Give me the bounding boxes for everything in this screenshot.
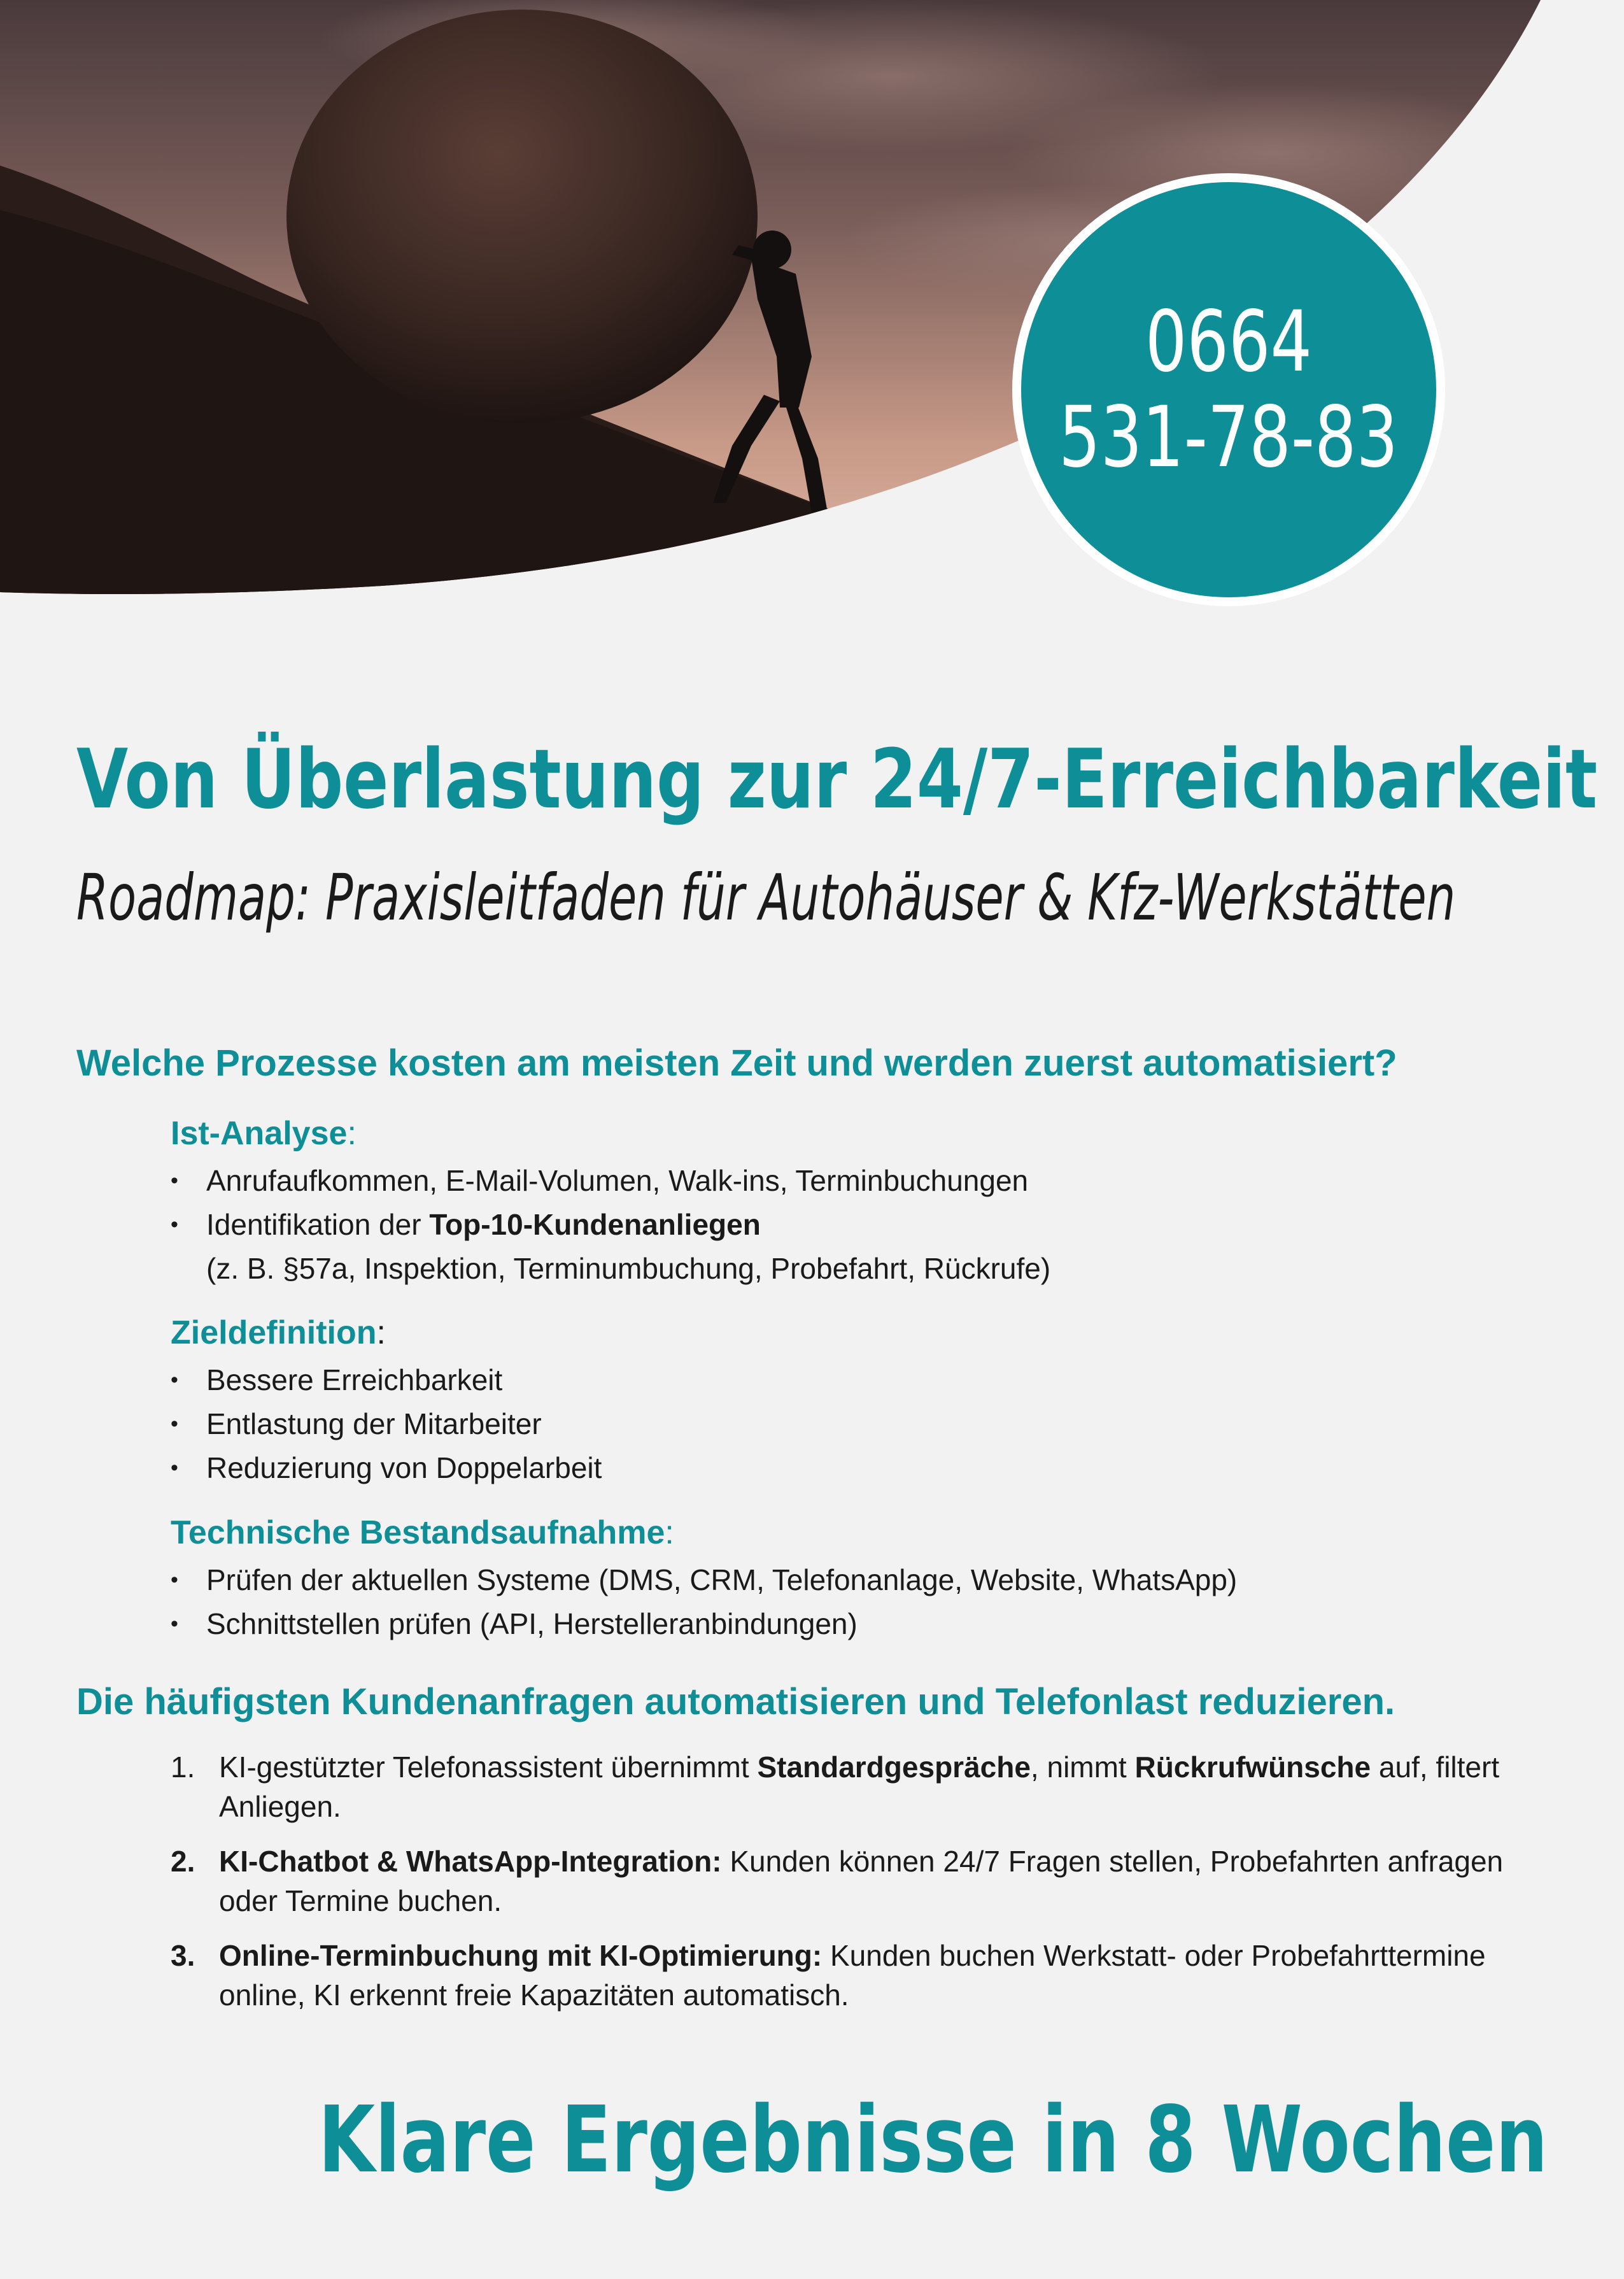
- sub-heading-zieldefinition: [171, 1310, 386, 1355]
- step-3: [171, 1936, 1507, 2015]
- zieldefinition-colon: :: [376, 1314, 386, 1351]
- list-item: [171, 1602, 1571, 1646]
- step-number: 3.: [171, 1939, 195, 1972]
- step-2: [171, 1842, 1507, 1920]
- ist-analyse-colon: :: [347, 1115, 357, 1152]
- list-item: [171, 1203, 1571, 1291]
- list-item-continuation: (z. B. §57a, Inspektion, Terminumbuchung, Probefahrt, Rückrufe): [206, 1252, 1051, 1285]
- automation-steps: [171, 1747, 1507, 2030]
- list-item-text: Identifikation der: [206, 1208, 430, 1241]
- technik-list: [171, 1558, 1571, 1646]
- step-text: KI-gestützter Telefonassistent übernimmt: [219, 1750, 758, 1784]
- step-text: Kunden buchen Werkstatt- oder Probefahrttermine online, KI erkennt freie Kapazitäten automatisch.: [219, 1939, 1486, 2012]
- ist-analyse-label: Ist-Analyse: [171, 1115, 348, 1152]
- bullet-icon: •: [171, 1456, 178, 1480]
- step-bold: Standardgespräche: [757, 1750, 1031, 1784]
- step-text: , nimmt: [1030, 1750, 1135, 1784]
- step-bold: Online-Terminbuchung mit KI-Optimierung:: [219, 1939, 823, 1972]
- phone-number-badge[interactable]: [1012, 173, 1445, 606]
- page-subtitle: Roadmap: Praxisleitfaden für Autohäuser & Kfz-Werkstätten: [76, 860, 1456, 935]
- list-item-text: Entlastung der Mitarbeiter: [206, 1407, 542, 1440]
- bullet-icon: •: [171, 1612, 178, 1636]
- list-item: [171, 1358, 1571, 1402]
- technik-label: Technische Bestandsaufnahme: [171, 1514, 665, 1551]
- list-item-text: Schnittstellen prüfen (API, Herstelleranbindungen): [206, 1607, 858, 1640]
- technik-colon: :: [665, 1514, 674, 1551]
- step-text: auf, filtert Anliegen.: [219, 1750, 1500, 1823]
- list-item: [171, 1446, 1571, 1490]
- list-item: [171, 1558, 1571, 1602]
- list-item: [171, 1159, 1571, 1203]
- list-item-text: Prüfen der aktuellen Systeme (DMS, CRM, Telefonanlage, Website, WhatsApp): [206, 1563, 1238, 1596]
- bullet-icon: •: [171, 1168, 178, 1193]
- page-title: Von Überlastung zur 24/7-Erreichbarkeit: [76, 732, 1598, 827]
- bullet-icon: •: [171, 1212, 178, 1237]
- bullet-icon: •: [171, 1368, 178, 1392]
- section-heading-processes: Welche Prozesse kosten am meisten Zeit und werden zuerst automatisiert?: [76, 1042, 1397, 1084]
- phone-line-2: 531-78-83: [1059, 388, 1399, 486]
- step-number: 1.: [171, 1750, 195, 1784]
- ist-analyse-list: [171, 1159, 1571, 1291]
- section-heading-automation: Die häufigsten Kundenanfragen automatisieren und Telefonlast reduzieren.: [76, 1681, 1395, 1722]
- list-item-text: Reduzierung von Doppelarbeit: [206, 1451, 602, 1484]
- step-number: 2.: [171, 1845, 195, 1878]
- list-item-bold: Top-10-Kundenanliegen: [429, 1208, 761, 1241]
- list-item: [171, 1402, 1571, 1446]
- step-bold: Rückrufwünsche: [1134, 1750, 1371, 1784]
- step-bold: KI-Chatbot & WhatsApp-Integration:: [219, 1845, 722, 1878]
- zieldefinition-list: [171, 1358, 1571, 1490]
- bullet-icon: •: [171, 1568, 178, 1592]
- footer-tagline: Klare Ergebnisse in 8 Wochen: [318, 2086, 1548, 2193]
- step-text: Kunden können 24/7 Fragen stellen, Probefahrten anfragen oder Termine buchen.: [219, 1845, 1504, 1917]
- step-1: [171, 1747, 1507, 1826]
- list-item-text: Bessere Erreichbarkeit: [206, 1363, 503, 1396]
- phone-line-1: 0664: [1145, 293, 1313, 391]
- sub-heading-ist-analyse: [171, 1111, 357, 1156]
- list-item-text: Anrufaufkommen, E-Mail-Volumen, Walk-ins, Terminbuchungen: [206, 1164, 1029, 1197]
- zieldefinition-label: Zieldefinition: [171, 1314, 377, 1351]
- sub-heading-technische-bestandsaufnahme: [171, 1510, 674, 1555]
- bullet-icon: •: [171, 1412, 178, 1436]
